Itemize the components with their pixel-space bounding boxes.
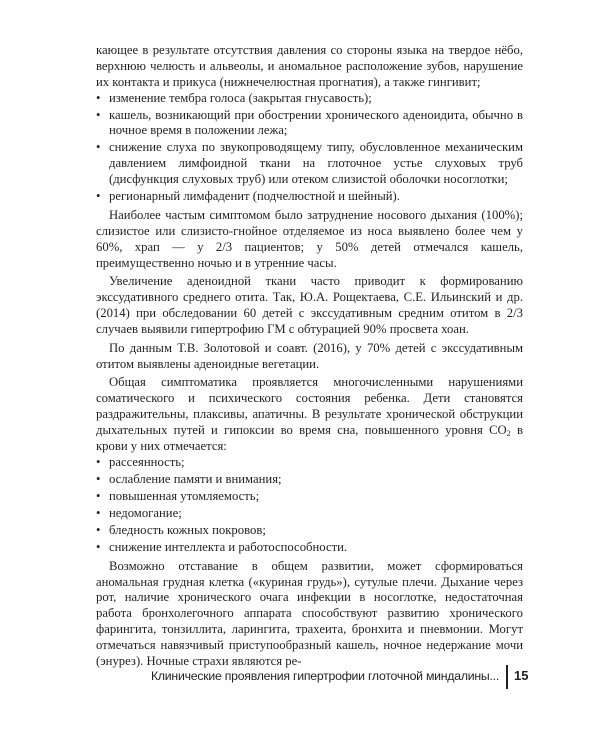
- paragraph-development: Возможно отставание в общем развитии, может сформироваться аномальная грудная клетка («куриная грудь»), сутулые плечи. Дыхание через рот, наличие хронического очага инфекции в носоглотке, недостаточная работа бронхолегочного аппарата способствуют развитию хронического фарингита, тонзиллита, ларингита, трахеита, бронхита и пневмонии. Могут отмечаться навязчивый приступообразный кашель, ночное недержание мочи (энурез). Ночные страхи являются ре-: [96, 558, 523, 668]
- list-item: • снижение интеллекта и работоспособности.: [96, 540, 523, 556]
- page-footer: [0, 665, 600, 689]
- list-item: • ослабление памяти и внимания;: [96, 472, 523, 488]
- paragraph-exudative-otitis: Увеличение аденоидной ткани часто приводит к формированию экссудативного среднего отита. Так, Ю.А. Рощектаева, С.Е. Ильинский и др. (2014) при обследовании 60 детей с экссудативным средним отитом в 2/3 случаев выявили гипертрофию ГМ с обтурацией 90% просвета хоан.: [96, 274, 523, 336]
- text-run: в крови у них отмечается:: [96, 422, 523, 453]
- symptom-list: [96, 91, 523, 205]
- footer-divider: [506, 665, 508, 689]
- opening-paragraph: кающее в результате отсутствия давления со стороны языка на твердое нёбо, верхнюю челюсть и альвеолы, и аномальное расположение зубов, нарушение их контакта и прикуса (нижнечелюстная прогнатия), а также гингивит;: [96, 43, 523, 89]
- list-item: • регионарный лимфаденит (подчелюстной и шейный).: [96, 189, 523, 205]
- general-symptom-list: [96, 455, 523, 556]
- page-number: 15: [514, 668, 529, 683]
- list-item: • изменение тембра голоса (закрытая гнусавость);: [96, 91, 523, 107]
- list-item: • кашель, возникающий при обострении хронического аденоидита, обычно в ночное время в положении лежа;: [96, 108, 523, 140]
- list-item: • недомогание;: [96, 506, 523, 522]
- list-item: • бледность кожных покровов;: [96, 523, 523, 539]
- text-run: Общая симптоматика проявляется многочисленными нарушениями соматического и психического состояния ребенка. Дети становятся раздражительны, плаксивы, апатичны. В результате хронической обструкции дыхательных путей и гипоксии во время сна, повышенного уровня CO: [96, 375, 523, 437]
- list-item: • рассеянность;: [96, 455, 523, 471]
- paragraph-nasal-breathing: Наиболее частым симптомом было затруднение носового дыхания (100%); слизистое или слизисто-гнойное отделяемое из носа выявлено более чем у 60%, храп — у 2/3 пациентов; у 50% детей отмечался кашель, преимущественно ночью и в утренние часы.: [96, 208, 523, 270]
- paragraph-general-symptoms: [96, 375, 523, 454]
- list-item: • снижение слуха по звукопроводящему типу, обусловленное механическим давлением лимфоидной ткани на глоточное устье слуховых труб (дисфункция слуховых труб) или отеком слизистой оболочки носоглотки;: [96, 140, 523, 188]
- list-item: • повышенная утомляемость;: [96, 489, 523, 505]
- paragraph-zolotova: По данным Т.В. Золотовой и соавт. (2016), у 70% детей с экссудативным отитом выявлены аденоидные вегетации.: [96, 340, 523, 371]
- subscript: 2: [506, 428, 511, 438]
- running-footer-title: Клинические проявления гипертрофии глоточной миндалины...: [150, 669, 499, 683]
- page-body: [96, 43, 523, 670]
